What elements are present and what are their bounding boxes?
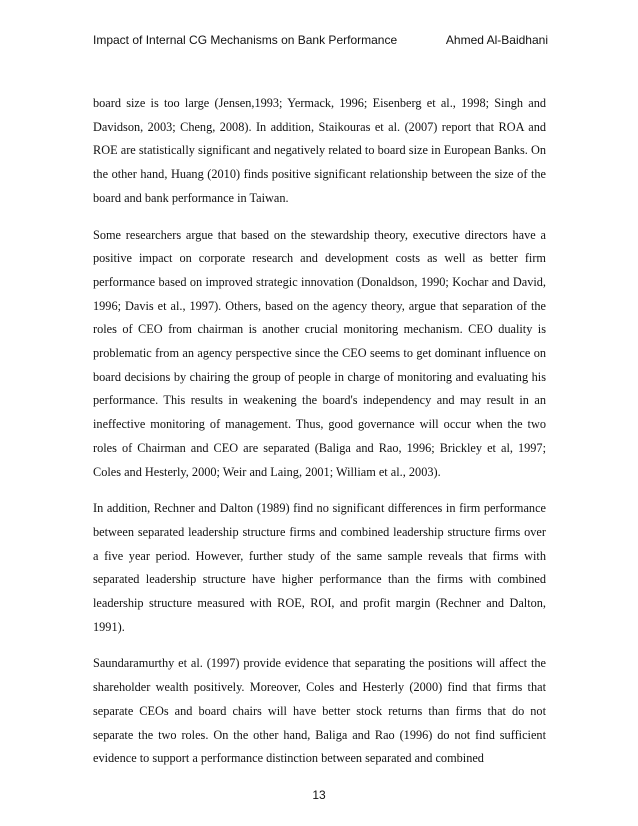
paragraph-3: In addition, Rechner and Dalton (1989) find no significant differences in firm performance between separated leadership structure firms and combined leadership structure firms over a five year period. However, further study of the same sample reveals that firms with separated leadership structure have higher performance than the firms with combined leadership structure measured with ROE, ROI, and profit margin (Rechner and Dalton, 1991). [93, 501, 546, 634]
header-title: Impact of Internal CG Mechanisms on Bank Performance [93, 33, 398, 47]
paragraph-2: Some researchers argue that based on the stewardship theory, executive directors have a positive impact on corporate research and development costs as well as better firm performance based on improved strategic innovation (Donaldson, 1990; Kochar and David, 1996; Davis et al., 1997). Others, based on the agency theory, argue that separation of the roles of CEO from chairman is another crucial monitoring mechanism. CEO duality is problematic from an agency perspective since the CEO seems to get dominant influence on board decisions by chairing the group of people in charge of monitoring and evaluating his performance. This results in weakening the board's independency and may result in an ineffective monitoring of management. Thus, good governance will occur when the two roles of Chairman and CEO are separated (Baliga and Rao, 1996; Brickley et al, 1997; Coles and Hesterly, 2000; Weir and Laing, 2001; William et al., 2003). [93, 227, 546, 479]
paragraph-4: Saundaramurthy et al. (1997) provide evidence that separating the positions will affect the shareholder wealth positively. Moreover, Coles and Hesterly (2000) find that firms that separate CEOs and board chairs will have better stock returns than firms that do not separate the two roles. On the other hand, Baliga and Rao (1996) do not find sufficient evidence to support a performance distinction between separated and combined [93, 656, 546, 766]
paragraph-1: board size is too large (Jensen,1993; Yermack, 1996; Eisenberg et al., 1998; Singh and Davidson, 2003; Cheng, 2008). In addition, Staikouras et al. (2007) report that ROA and ROE are statistically significant and negatively related to board size in European Banks. On the other hand, Huang (2010) finds positive significant relationship between the size of the board and bank performance in Taiwan. [93, 96, 546, 205]
body-text [93, 92, 546, 784]
header-author: Ahmed Al-Baidhani [445, 33, 548, 47]
page-number: 13 [312, 788, 326, 802]
